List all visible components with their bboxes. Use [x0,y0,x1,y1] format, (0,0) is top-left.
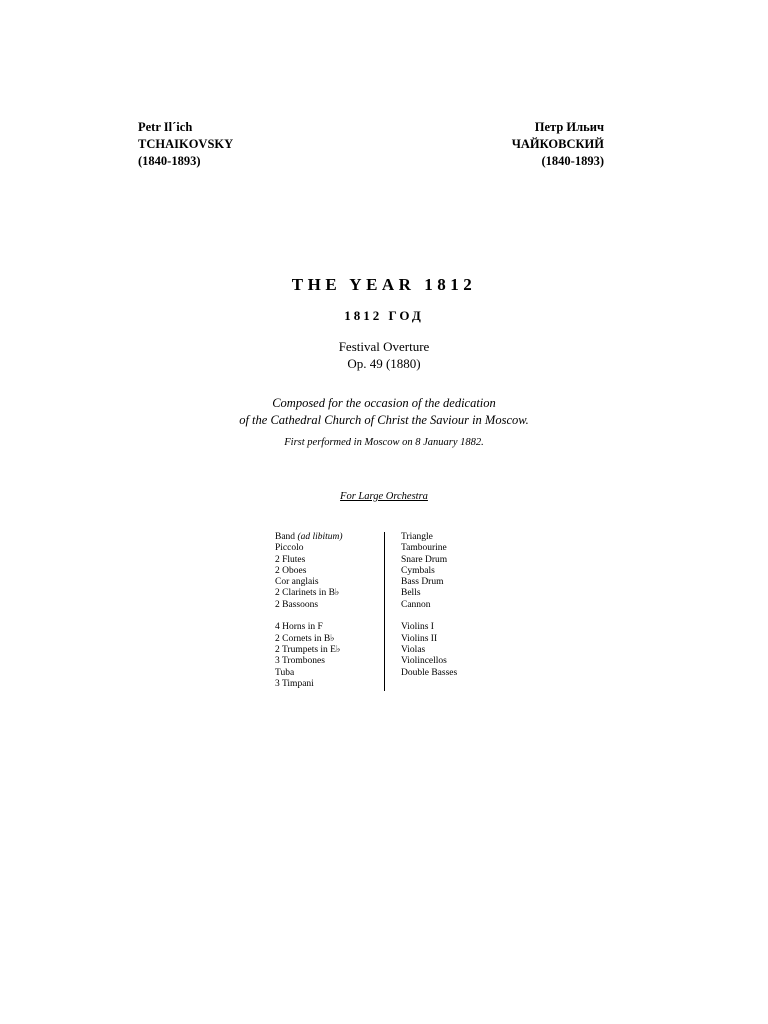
instrument-item: 2 Clarinets in B♭ [275,588,340,599]
instrument-item [275,532,379,543]
instrument-item: Piccolo [275,543,304,554]
column-divider [384,532,385,691]
composer-name-cyrillic: Петр Ильич [534,120,604,134]
instrument-item: Snare Drum [401,554,448,565]
list-spacer [401,611,457,622]
instrument-item: 2 Flutes [275,554,306,565]
instrument-item: Violincellos [401,656,447,667]
instrument-list-right [401,532,457,679]
premiere-note: First performed in Moscow on 8 January 1882. [284,437,484,448]
instrument-item: Bells [401,588,421,599]
band-label: Band [275,532,296,542]
instrument-item: Tuba [275,667,295,678]
instrument-item: Bass Drum [401,577,444,588]
instrument-item: 3 Timpani [275,678,314,689]
instrument-item: 2 Cornets in B♭ [275,633,335,644]
dedication-line-1: Composed for the occasion of the dedication [272,396,496,410]
instrument-item: Cor anglais [275,577,319,588]
composer-latin [138,119,233,170]
composer-name-latin: Petr Il´ich [138,120,193,134]
instrument-item: 4 Horns in F [275,622,323,633]
opus: Op. 49 (1880) [347,356,421,371]
page-title: THE YEAR 1812 [291,275,477,294]
list-spacer [275,611,379,622]
instrument-list-left [275,532,379,690]
instrument-item: 3 Trombones [275,656,325,667]
composer-surname-cyrillic: ЧАЙКОВСКИЙ [511,137,604,151]
instrument-item: 2 Bassoons [275,599,319,610]
instrument-item: Tambourine [401,543,447,554]
instrument-item: Cannon [401,599,431,610]
instrument-item: Violins I [401,622,434,633]
instrument-item: Violins II [401,633,438,644]
composer-dates-latin: (1840-1893) [138,154,201,168]
page-title-russian: 1812 ГОД [344,308,424,323]
dedication [0,395,768,429]
instrument-item: Triangle [401,532,433,542]
composer-surname-latin: TCHAIKOVSKY [138,137,234,151]
instrument-item: 2 Trumpets in E♭ [275,644,341,655]
instrument-item: 2 Oboes [275,565,307,576]
instrument-item: Cymbals [401,565,435,576]
composer-cyrillic [512,119,604,170]
genre: Festival Overture [338,339,430,354]
composer-dates-cyrillic: (1840-1893) [541,154,604,168]
subtitle [0,338,768,372]
orchestra-heading [0,491,768,502]
instrument-item: Double Basses [401,667,458,678]
orchestra-heading-text: For Large Orchestra [340,491,428,502]
instrument-item: Violas [401,644,426,655]
dedication-line-2: of the Cathedral Church of Christ the Saviour in Moscow. [239,413,529,427]
band-note: (ad libitum) [297,532,343,542]
